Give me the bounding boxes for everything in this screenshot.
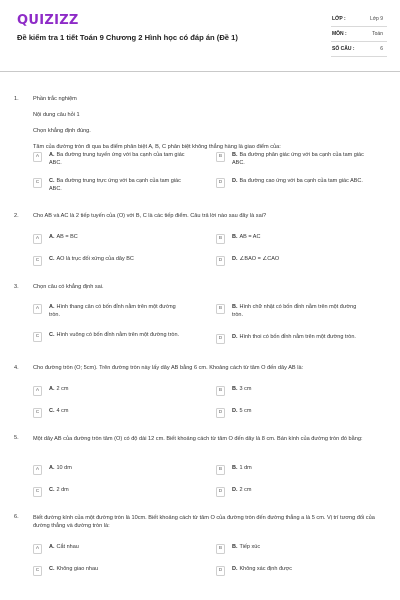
question-subheading: Nội dung câu hỏi 1 — [33, 112, 80, 118]
option-letter-box: D — [216, 487, 225, 497]
option-text: D. Hình thoi có bốn đỉnh nằm trên một đường tròn. — [232, 334, 356, 340]
option-text: D. Không xác định được — [232, 566, 293, 572]
option-letter-box: C — [33, 566, 42, 576]
option-letter-box: D — [216, 178, 225, 188]
question-text: Một dây AB của đường tròn tâm (O) có độ dài 12 cm. Biết khoảng cách từ tâm O đến dây là 8 cm. Bán kính của đường tròn đó bằng: — [33, 436, 363, 442]
question-number: 3. — [14, 284, 19, 290]
option-letter-box: C — [33, 256, 42, 266]
option-letter-box: D — [216, 408, 225, 418]
meta-value: 6 — [380, 46, 383, 52]
option-text: C. Hình vuông có bốn đỉnh nằm trên một đường tròn. — [49, 332, 180, 338]
option-letter-box: C — [33, 487, 42, 497]
option-letter-box: A — [33, 304, 42, 314]
option-letter-box: A — [33, 544, 42, 554]
option-letter-box: B — [216, 465, 225, 475]
meta-row-question-count — [331, 42, 387, 57]
question-text: Chọn câu có khẳng định sai. — [33, 284, 104, 290]
option-text: D. 2 cm — [232, 487, 252, 493]
option-text: B. 1 dm — [232, 465, 252, 471]
option-text: C. 2 dm — [49, 487, 69, 493]
question-text: Cho đường tròn (O; 5cm). Trên đường tròn này lấy dây AB bằng 6 cm. Khoảng cách từ tâm O đến dây AB là: — [33, 365, 304, 371]
option-text: B. Hình chữ nhật có bốn đỉnh nằm trên một đường tròn. — [232, 304, 357, 318]
question-number: 4. — [14, 365, 19, 371]
option-text: A. 2 cm — [49, 386, 69, 392]
option-text: D. 5 cm — [232, 408, 252, 414]
meta-value: Toán — [372, 31, 383, 37]
meta-value: Lớp 9 — [369, 16, 383, 22]
option-letter-box: B — [216, 234, 225, 244]
option-text: A. Ba đường trung tuyến ứng với ba cạnh của tam giác ABC. — [49, 152, 185, 166]
question-number: 2. — [14, 213, 19, 219]
option-letter-box: C — [33, 178, 42, 188]
option-text: C. Không giao nhau — [49, 566, 99, 572]
option-letter-box: B — [216, 152, 225, 162]
question-number: 1. — [14, 96, 19, 102]
option-letter-box: D — [216, 566, 225, 576]
option-letter-box: D — [216, 256, 225, 266]
option-letter-box: A — [33, 386, 42, 396]
option-text: B. Tiếp xúc — [232, 544, 261, 550]
option-letter-box: A — [33, 152, 42, 162]
option-letter-box: C — [33, 408, 42, 418]
meta-label: MÔN : — [332, 31, 347, 37]
meta-label: LỚP : — [332, 16, 346, 22]
option-text: A. 10 dm — [49, 465, 72, 471]
option-text: A. AB = BC — [49, 234, 78, 240]
page-title: Đề kiểm tra 1 tiết Toán 9 Chương 2 Hình học có đáp án (Đề 1) — [17, 33, 238, 42]
question-text: Biết đường kính của một đường tròn là 10cm. Biết khoảng cách từ tâm O của đường tròn đến đường thẳng a là 5 cm. Vị trí tương đối của đường thẳng và đường tròn là: — [33, 515, 375, 529]
option-letter-box: A — [33, 465, 42, 475]
option-text: A. Cắt nhau — [49, 544, 79, 550]
question-text: Cho AB và AC là 2 tiếp tuyến của (O) với B, C là các tiếp điểm. Câu trả lời nào sau đây là sai? — [33, 213, 267, 219]
option-text: A. Hình thang cân có bốn đỉnh nằm trên một đường tròn. — [49, 304, 176, 318]
option-letter-box: B — [216, 544, 225, 554]
option-text: B. Ba đường phân giác ứng với ba cạnh của tam giác ABC. — [232, 152, 364, 166]
quizizz-logo: QUIZIZZ — [17, 13, 79, 28]
worksheet-meta — [331, 12, 387, 57]
question-section-heading: Phần trắc nghiệm — [33, 96, 77, 102]
option-text: C. 4 cm — [49, 408, 69, 414]
worksheet-header — [0, 0, 400, 72]
question-text: Tâm của đường tròn đi qua ba điểm phân biệt A, B, C phân biệt không thẳng hàng là giao điểm của: — [33, 144, 281, 150]
meta-row-subject — [331, 27, 387, 42]
option-text: D. Ba đường cao ứng với ba cạnh của tam giác ABC. — [232, 178, 363, 184]
option-text: C. AO là trục đối xứng của dây BC — [49, 256, 134, 262]
option-text: D. ∠BAO = ∠CAO — [232, 256, 280, 262]
option-text: C. Ba đường trung trực ứng với ba cạnh của tam giác ABC. — [49, 178, 181, 192]
question-number: 6. — [14, 514, 19, 520]
question-number: 5. — [14, 435, 19, 441]
option-text: B. 3 cm — [232, 386, 252, 392]
option-letter-box: C — [33, 332, 42, 342]
option-letter-box: D — [216, 334, 225, 344]
option-letter-box: A — [33, 234, 42, 244]
option-letter-box: B — [216, 386, 225, 396]
meta-label: SỐ CÂU : — [332, 46, 355, 52]
option-letter-box: B — [216, 304, 225, 314]
meta-row-grade — [331, 12, 387, 27]
question-instruction: Chọn khẳng định đúng. — [33, 128, 91, 134]
option-text: B. AB = AC — [232, 234, 261, 240]
